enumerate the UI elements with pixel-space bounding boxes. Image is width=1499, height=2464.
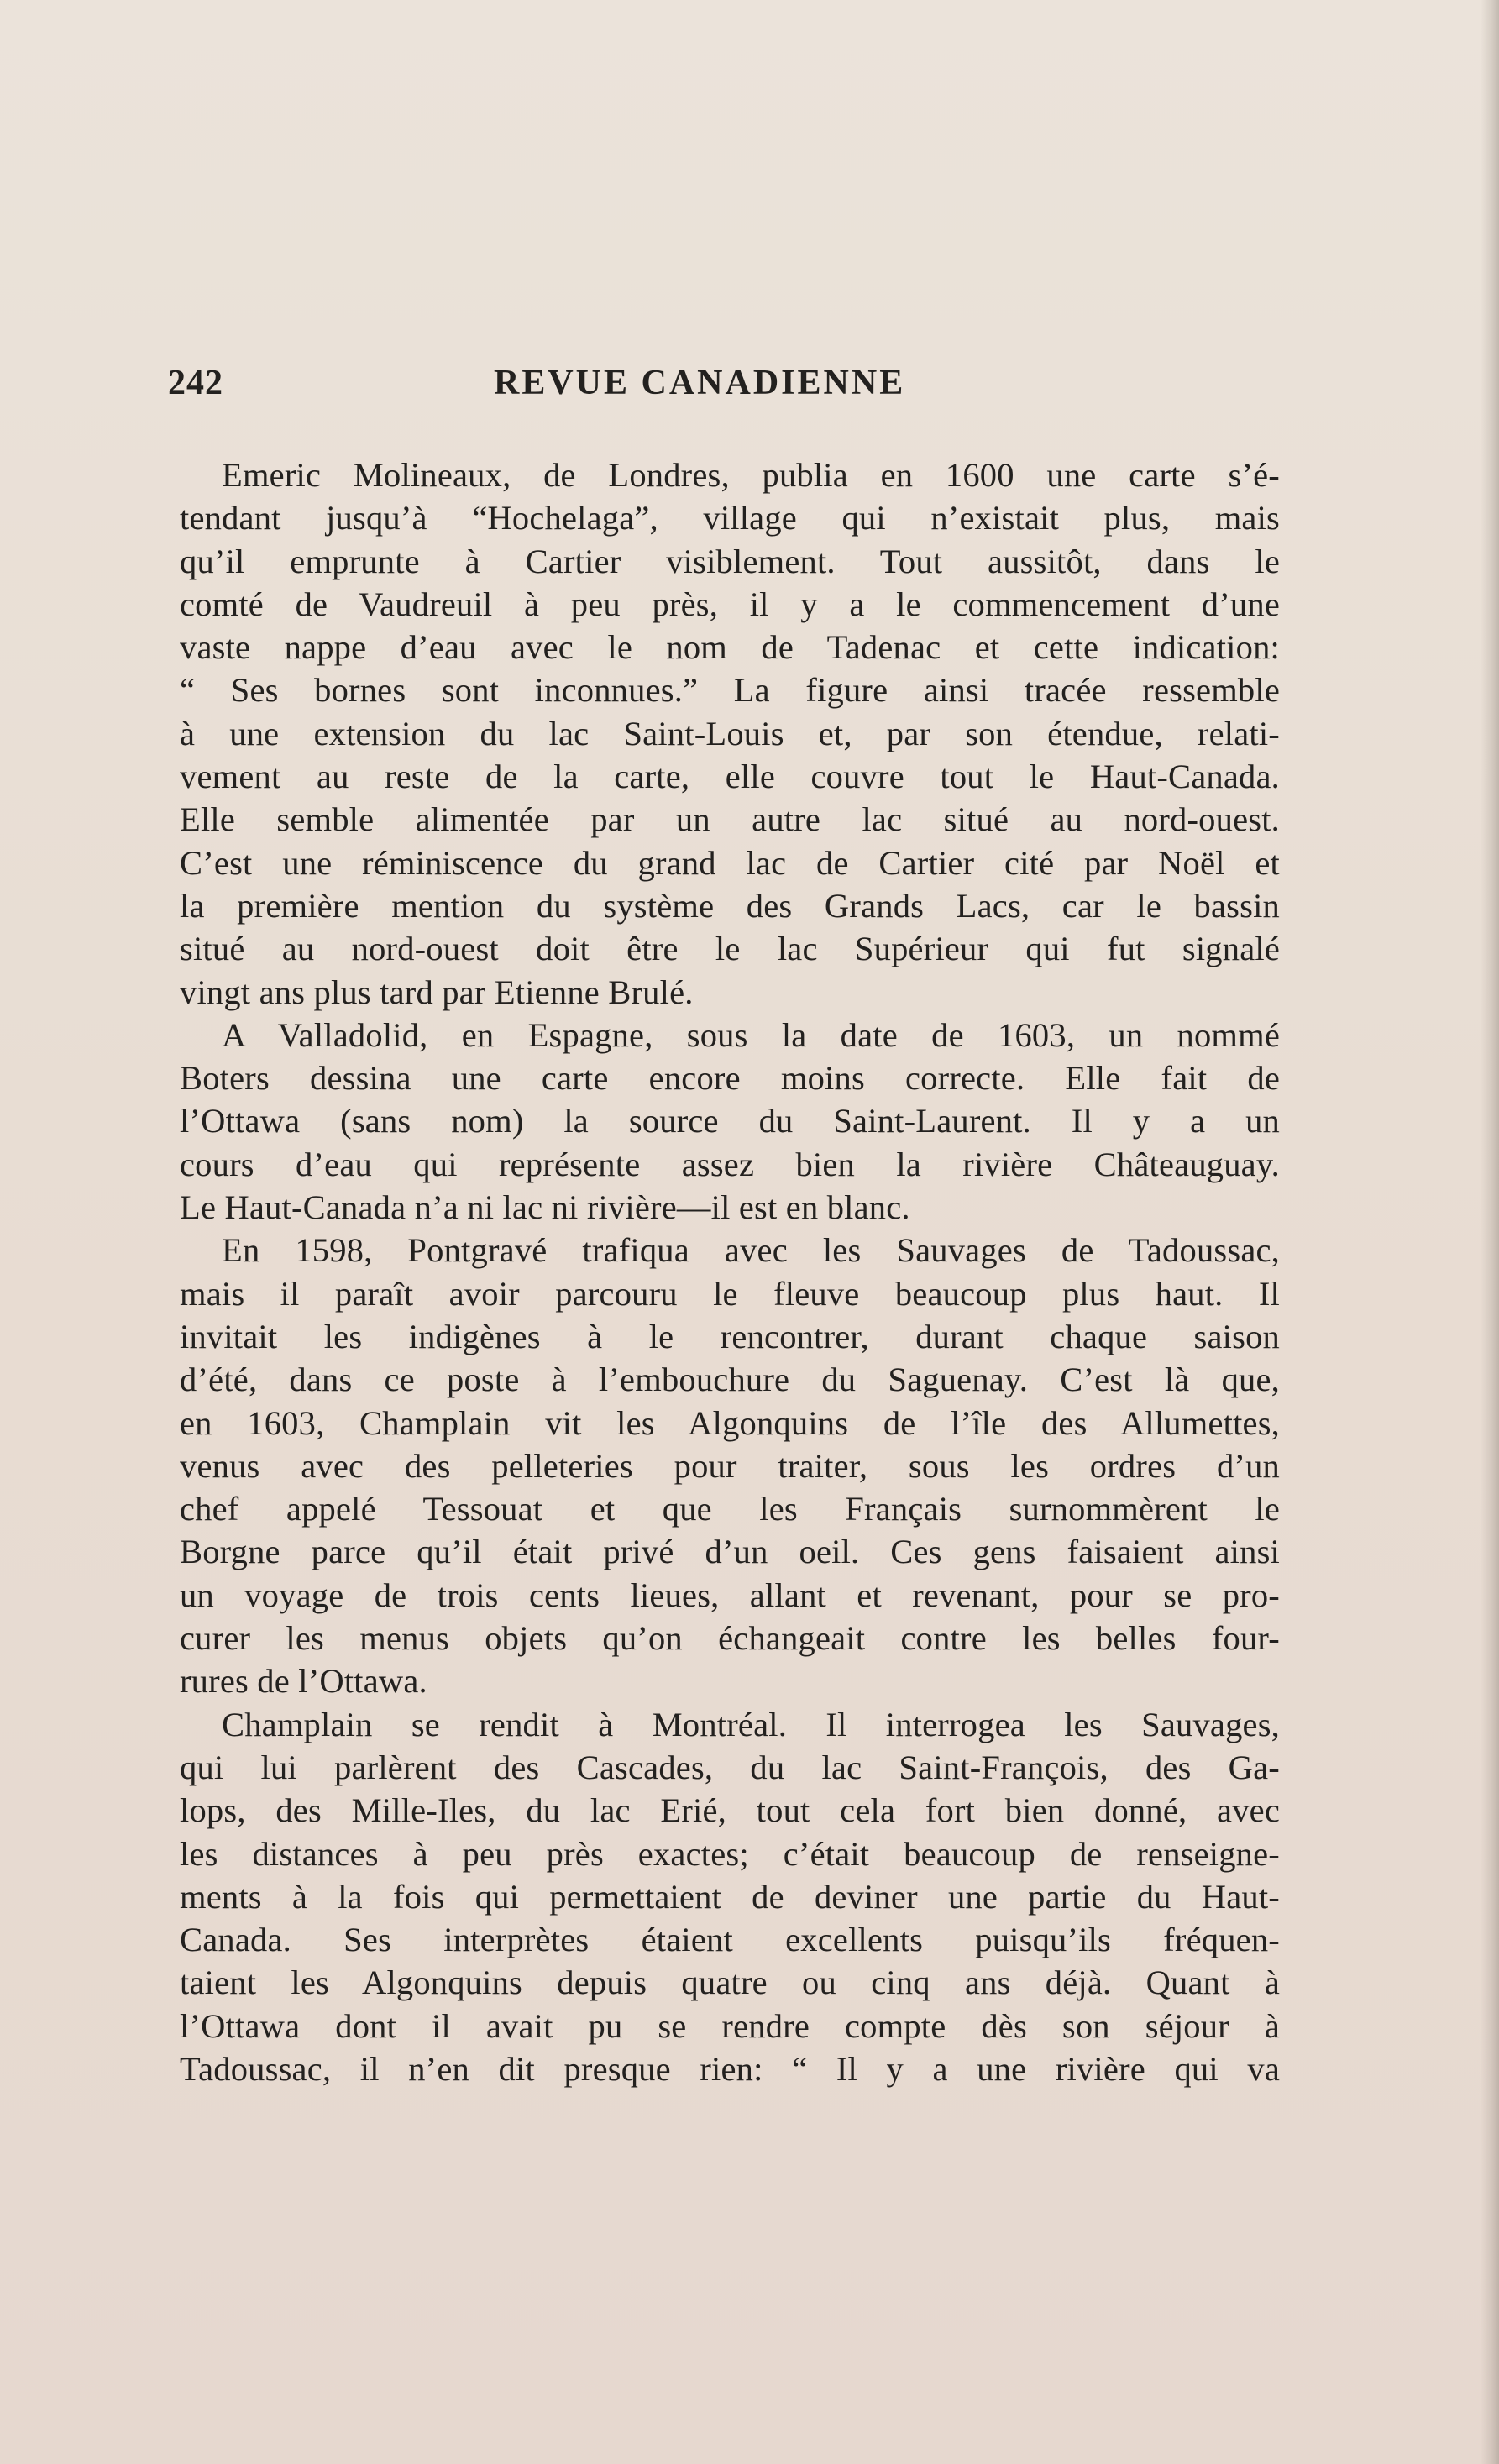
body-text [180,453,1280,2090]
text-line: en 1603, Champlain vit les Algonquins de l’île des Allumettes, [180,1403,1280,1442]
text-line: situé au nord-ouest doit être le lac Supérieur qui fut signalé [180,930,1280,968]
text-line: chef appelé Tessouat et que les Français surnommèrent le [180,1490,1280,1528]
text-line: vingt ans plus tard par Etienne Brulé. [180,972,694,1011]
text-line: venus avec des pelleteries pour traiter, sous les ordres d’un [180,1446,1280,1485]
text-line: Champlain se rendit à Montréal. Il interrogea les Sauvages, [222,1705,1280,1743]
text-line: Le Haut-Canada n’a ni lac ni rivière—il est en blanc. [180,1188,910,1227]
text-line: curer les menus objets qu’on échangeait contre les belles four- [180,1619,1280,1658]
text-line: la première mention du système des Grands Lacs, car le bassin [180,886,1280,925]
text-line: lops, des Mille-Iles, du lac Erié, tout cela fort bien donné, avec [180,1791,1280,1830]
text-line: Boters dessina une carte encore moins correcte. Elle fait de [180,1059,1280,1098]
text-line: comté de Vaudreuil à peu près, il y a le commencement d’une [180,585,1280,623]
text-line: Tadoussac, il n’en dit presque rien: “ Il y a une rivière qui va [180,2049,1280,2088]
running-title: REVUE CANADIENNE [494,364,906,402]
text-line: l’Ottawa dont il avait pu se rendre compte dès son séjour à [180,2006,1280,2045]
text-line: qui lui parlèrent des Cascades, du lac Saint-François, des Ga- [180,1748,1280,1786]
text-line: à une extension du lac Saint-Louis et, par son étendue, relati- [180,714,1280,752]
page-edge-shadow [1481,0,1499,2464]
text-line: Emeric Molineaux, de Londres, publia en 1600 une carte s’é- [222,456,1280,494]
text-line: ments à la fois qui permettaient de deviner une partie du Haut- [180,1877,1280,1916]
text-line: tendant jusqu’à “Hochelaga”, village qui n’existait plus, mais [180,499,1280,537]
page-header [168,363,1008,422]
text-line: En 1598, Pontgravé trafiqua avec les Sauvages de Tadoussac, [222,1231,1280,1270]
text-line: vement au reste de la carte, elle couvre tout le Haut-Canada. [180,758,1280,796]
text-line: taient les Algonquins depuis quatre ou cinq ans déjà. Quant à [180,1963,1280,2002]
text-line: mais il paraît avoir parcouru le fleuve beaucoup plus haut. Il [180,1274,1280,1313]
page-number: 242 [168,364,223,402]
text-line: Borgne parce qu’il était privé d’un oeil. Ces gens faisaient ainsi [180,1533,1280,1571]
text-line: Elle semble alimentée par un autre lac situé au nord-ouest. [180,800,1280,839]
text-line: l’Ottawa (sans nom) la source du Saint-Laurent. Il y a un [180,1102,1280,1140]
text-line: les distances à peu près exactes; c’était beaucoup de renseigne- [180,1834,1280,1873]
text-line: rures de l’Ottawa. [180,1662,427,1701]
text-line: A Valladolid, en Espagne, sous la date de 1603, un nommé [222,1015,1280,1054]
text-line: C’est une réminiscence du grand lac de Cartier cité par Noël et [180,843,1280,882]
text-line: invitait les indigènes à le rencontrer, durant chaque saison [180,1317,1280,1355]
text-line: un voyage de trois cents lieues, allant et revenant, pour se pro- [180,1575,1280,1614]
text-line: qu’il emprunte à Cartier visiblement. Tout aussitôt, dans le [180,542,1280,580]
text-line: d’été, dans ce poste à l’embouchure du Saguenay. C’est là que, [180,1360,1280,1399]
text-line: cours d’eau qui représente assez bien la rivière Châteauguay. [180,1145,1280,1183]
text-line: “ Ses bornes sont inconnues.” La figure ainsi tracée ressemble [180,671,1280,710]
text-line: vaste nappe d’eau avec le nom de Tadenac et cette indication: [180,628,1280,667]
text-line: Canada. Ses interprètes étaient excellents puisqu’ils fréquen- [180,1921,1280,1959]
